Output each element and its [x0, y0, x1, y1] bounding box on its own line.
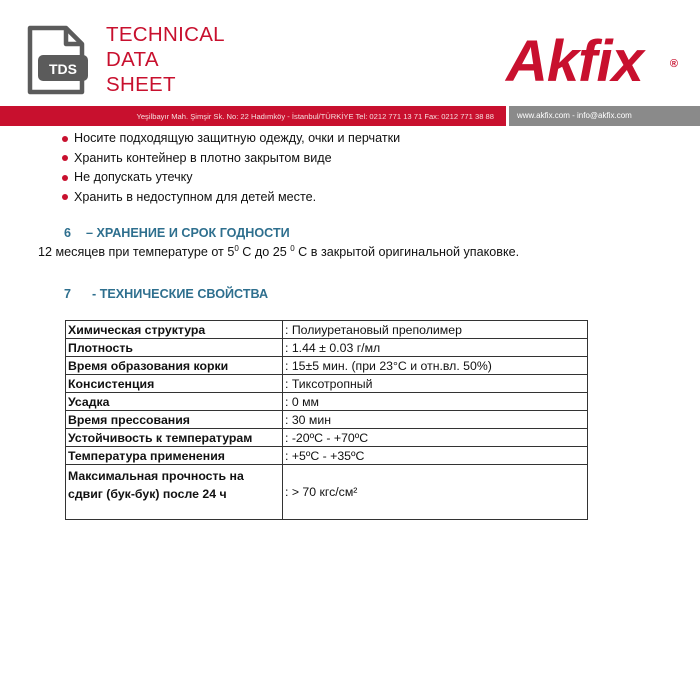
table-row [66, 339, 588, 357]
list-item: Хранить контейнер в плотно закрытом виде [62, 149, 400, 169]
akfix-logo [506, 28, 678, 96]
section-number: 7 [64, 287, 72, 301]
bullet-icon [62, 194, 68, 200]
contact-bar [0, 106, 700, 126]
property-name: Температура применения [66, 447, 283, 465]
technical-properties-table [65, 320, 588, 520]
property-name: Время прессования [66, 411, 283, 429]
property-value: : Тиксотропный [283, 375, 588, 393]
bullet-icon [62, 155, 68, 161]
table-row [66, 429, 588, 447]
storage-heading [64, 226, 290, 240]
property-name: Химическая структура [66, 321, 283, 339]
title-line: SHEET [106, 73, 176, 96]
property-name: Устойчивость к температурам [66, 429, 283, 447]
title-line: TECHNICAL [106, 23, 225, 46]
property-value: : > 70 кгс/см² [283, 465, 588, 520]
property-name: Плотность [66, 339, 283, 357]
safety-list [62, 129, 400, 207]
table-row [66, 393, 588, 411]
bullet-icon [62, 175, 68, 181]
table-row [66, 321, 588, 339]
list-item: Не допускать утечку [62, 168, 400, 188]
property-value: : 30 мин [283, 411, 588, 429]
property-name: Максимальная прочность на сдвиг (бук-бук) после 24 ч [66, 465, 283, 520]
title-line: DATA [106, 48, 159, 71]
section-title: - ТЕХНИЧЕСКИЕ СВОЙСТВА [92, 287, 269, 301]
technical-heading [64, 287, 268, 301]
website-contact: www.akfix.com - info@akfix.com [506, 106, 700, 126]
property-value: : +5ºC - +35ºC [283, 447, 588, 465]
tds-document-icon [26, 24, 90, 96]
table-row [66, 411, 588, 429]
property-value: : 1.44 ± 0.03 г/мл [283, 339, 588, 357]
property-value: : 15±5 мин. (при 23°C и отн.вл. 50%) [283, 357, 588, 375]
list-item: Хранить в недоступном для детей месте. [62, 188, 400, 208]
list-item: Носите подходящую защитную одежду, очки и перчатки [62, 129, 400, 149]
property-name: Время образования корки [66, 357, 283, 375]
registered-mark: ® [669, 58, 678, 70]
table-row [66, 357, 588, 375]
table-row [66, 375, 588, 393]
company-address: Yeşilbayır Mah. Şimşir Sk. No: 22 Hadımköy - İstanbul/TÜRKİYE Tel: 0212 771 13 71 Fax: 0212 771 38 88 [136, 111, 494, 121]
property-name: Усадка [66, 393, 283, 411]
table-row [66, 465, 588, 520]
logo-text: Akfix [506, 29, 643, 94]
tds-badge-text: TDS [49, 61, 77, 77]
property-value: : -20ºC - +70ºC [283, 429, 588, 447]
bullet-icon [62, 136, 68, 142]
section-title: – ХРАНЕНИЕ И СРОК ГОДНОСТИ [86, 226, 290, 240]
property-value: : Полиуретановый преполимер [283, 321, 588, 339]
table-row [66, 447, 588, 465]
property-name: Консистенция [66, 375, 283, 393]
document-title [106, 22, 225, 97]
storage-text: 12 месяцев при температуре от $5^0$ С до 25 $^0$ С в закрытой оригинальной упаковке. [38, 244, 520, 260]
property-value: : 0 мм [283, 393, 588, 411]
section-number: 6 [64, 226, 72, 240]
